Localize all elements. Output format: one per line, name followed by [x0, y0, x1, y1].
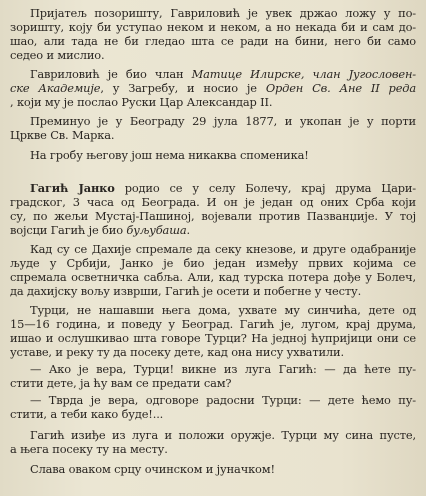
text-line: седео и мислио. [10, 48, 105, 62]
italic-text: буљубаша [126, 223, 187, 237]
text-line: Гавриловић је био члан Матице Илирске, члан Југословен- [30, 67, 416, 81]
text-line: — Тврда је вера, одговоре радосни Турци: — дете ћемо пу- [30, 393, 416, 407]
text-line: Слава оваком срцу очинском и јуначком! [30, 462, 275, 476]
text-line: спремала осветничка сабља. Али, кад турска потера дође у Болеч, [10, 270, 416, 284]
text-line: су, по жељи Мустај-Пашиној, војевали против Пазванџије. У тој [10, 209, 416, 223]
text-line: Преминуо је у Београду 29 јула 1877, и укопан је у порти [30, 114, 416, 128]
text-line: војсци Гагић је био буљубаша. [10, 223, 190, 237]
text-line: ске Академије, у Загребу, и носио је Орден Св. Ане II реда [10, 81, 416, 95]
italic-text: ске Академије [10, 81, 101, 95]
italic-text: Орден Св. Ане II реда [265, 81, 416, 95]
text-line: зоришту, коју би уступао неком и неком, а но некада би и сам до- [10, 20, 416, 34]
text-line: , кoји му је послао Руски Цар Александар II. [10, 95, 273, 109]
text-line: Турци, не нашавши њега дома, ухвате му синчића, дете од [30, 303, 416, 317]
text-line: да дахијску вољу изврши, Гагић је осети и побегне у честу. [10, 284, 362, 298]
entry-heading: Гагић Јанко [30, 181, 115, 195]
text-line: Пријатељ позоришту, Гавриловић је увек држао ложу у по- [30, 6, 416, 20]
text-line: градског, 3 часа од Београда. И он је један од оних Срба који [10, 195, 416, 209]
italic-text: Матице Илирске, члан Југословен- [191, 67, 416, 81]
text-line: уставе, и реку ту да посеку дете, кад она нису ухватили. [10, 345, 344, 359]
text-line: ишао и ослушкивао шта говоре Турци? На једној ћупријици они се [10, 331, 416, 345]
text-line: стити дете, ја ћу вам се предати сам? [10, 376, 232, 390]
text-line: Цркве Св. Марка. [10, 128, 115, 142]
text-line: 15—16 година, и поведу у Београд. Гагић је, лугом, крај друма, [10, 317, 416, 331]
text-line: Кад су се Дахије спремале да секу кнезове, и друге одабраније [30, 242, 416, 256]
text-line: На гробу његову још нема никаква споменика! [30, 148, 309, 162]
text-line: Гагић изиђе из луга и положи оружје. Турци му сина пусте, [30, 428, 416, 442]
text-line: шао, али тада не би гледао шта се ради на бини, него би само [10, 34, 416, 48]
text-line: људе у Србији, Јанко је био један између првих којима се [10, 256, 416, 270]
text-line: Гагић Јанко родио се у селу Болечу, крај друма Цари- [30, 181, 416, 195]
text-line: стити, а теби како буде!... [10, 407, 164, 421]
text-line: — Ако је вера, Турци! викне из луга Гагић: — да ћете пу- [30, 362, 416, 376]
text-line: а њега посеку ту на месту. [10, 442, 168, 456]
